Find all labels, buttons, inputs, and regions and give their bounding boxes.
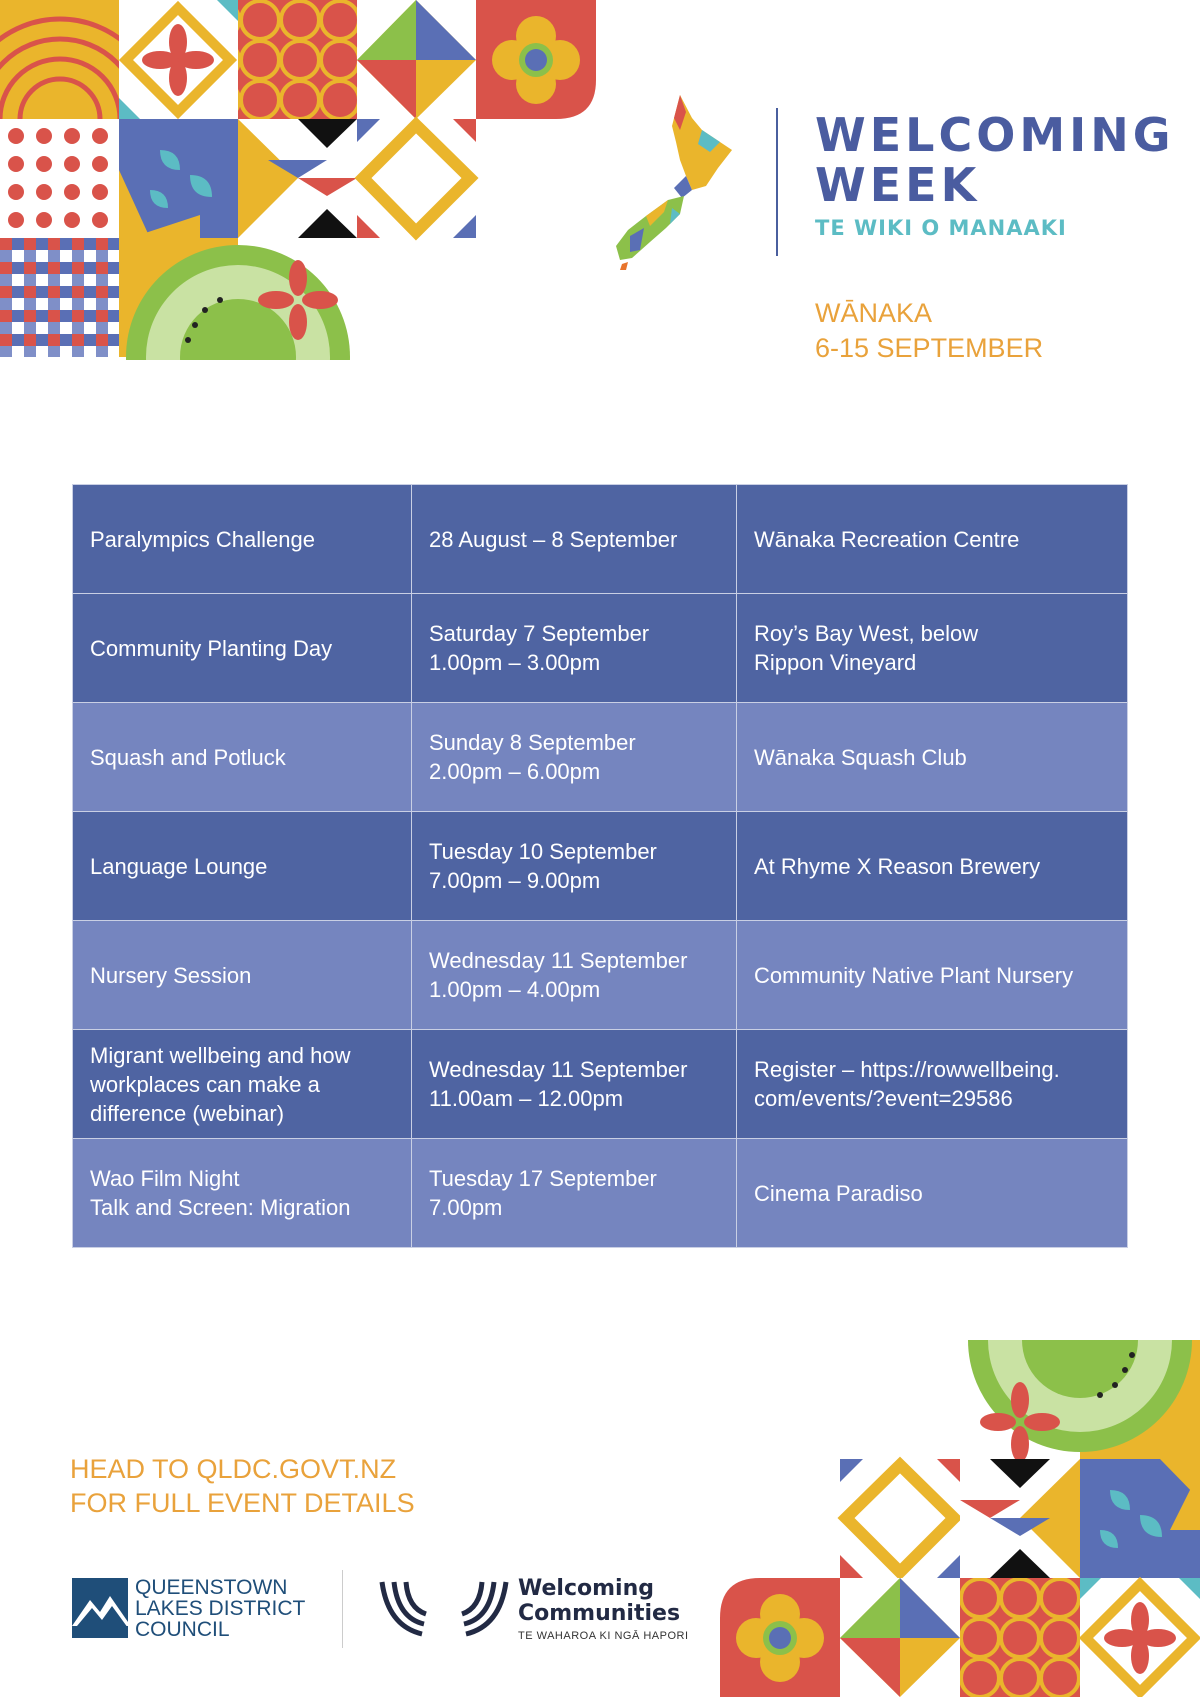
event-datetime-line: Tuesday 17 September <box>429 1166 657 1191</box>
event-venue-cell <box>737 921 1128 1030</box>
event-venue-cell <box>737 1139 1128 1248</box>
welcoming-communities-logo-text <box>518 1576 689 1642</box>
event-row <box>73 485 1128 594</box>
event-datetime-cell <box>412 594 737 703</box>
events-table <box>72 484 1128 1248</box>
footer-divider <box>342 1570 343 1648</box>
event-datetime-line: Saturday 7 September <box>429 621 650 646</box>
event-venue-line: Rippon Vineyard <box>754 650 917 675</box>
event-datetime-line: 1.00pm – 3.00pm <box>429 650 601 675</box>
event-venue-cell <box>737 485 1128 594</box>
event-venue-line: com/events/?event=29586 <box>754 1086 1013 1111</box>
event-datetime-cell <box>412 812 737 921</box>
event-datetime-cell <box>412 1139 737 1248</box>
event-row <box>73 1030 1128 1139</box>
qldc-line2: LAKES DISTRICT <box>135 1597 306 1620</box>
event-name-line: workplaces can make a <box>90 1071 320 1097</box>
event-row <box>73 594 1128 703</box>
event-name-line: Migrant wellbeing and how <box>90 1042 351 1068</box>
event-name-line: Talk and Screen: Migration <box>90 1195 351 1220</box>
event-row <box>73 921 1128 1030</box>
event-venue-cell <box>737 812 1128 921</box>
event-datetime-line: 1.00pm – 4.00pm <box>429 977 601 1002</box>
event-venue-line: Community Native Plant Nursery <box>754 962 1074 988</box>
event-name-cell <box>73 594 412 703</box>
cta-line1: HEAD TO QLDC.GOVT.NZ <box>70 1454 397 1484</box>
event-name-cell <box>73 921 412 1030</box>
event-venue-cell <box>737 594 1128 703</box>
welcoming-week-logo <box>815 110 1174 240</box>
event-datetime-cell <box>412 703 737 812</box>
event-venue-line: Wānaka Recreation Centre <box>754 526 1020 552</box>
qldc-line3: COUNCIL <box>135 1618 230 1641</box>
event-name-line: Community Planting Day <box>90 635 333 661</box>
logo-title-line1: WELCOMING <box>815 108 1175 162</box>
event-name-line: Nursery Session <box>90 962 252 988</box>
event-location: WĀNAKA <box>815 298 933 328</box>
wc-line2: Communities <box>518 1601 681 1626</box>
event-venue-line: Wānaka Squash Club <box>754 744 967 770</box>
event-datetime-cell <box>412 485 737 594</box>
event-name-cell <box>73 1139 412 1248</box>
qldc-line1: QUEENSTOWN <box>135 1576 288 1599</box>
event-datetime-line: 11.00am – 12.00pm <box>429 1086 624 1111</box>
qldc-mountain-logo-icon <box>72 1578 128 1638</box>
event-location-dates <box>815 296 1043 366</box>
event-datetime-line: Wednesday 11 September <box>429 948 688 973</box>
event-name-cell <box>73 812 412 921</box>
event-datetime-line: Wednesday 11 September <box>429 1057 688 1082</box>
event-name-line: Paralympics Challenge <box>90 526 315 552</box>
footer-pattern-graphic <box>720 1340 1200 1697</box>
event-datetime-cell <box>412 921 737 1030</box>
event-venue-line: Cinema Paradiso <box>754 1180 923 1206</box>
event-name-cell <box>73 1030 412 1139</box>
header-pattern-graphic <box>0 0 600 360</box>
event-datetime-line: 28 August – 8 September <box>429 526 678 552</box>
event-name-cell <box>73 703 412 812</box>
event-name-cell <box>73 485 412 594</box>
event-venue-line: Roy’s Bay West, below <box>754 621 979 646</box>
event-name-line: Wao Film Night <box>90 1166 240 1191</box>
event-venue-line: Register – https://rowwellbeing. <box>754 1057 1060 1082</box>
logo-title-line2: WEEK <box>815 158 981 212</box>
event-datetime-line: Tuesday 10 September <box>429 839 657 864</box>
logo-tagline: TE WIKI O MANAAKI <box>815 216 1067 240</box>
event-venue-line: At Rhyme X Reason Brewery <box>754 853 1041 879</box>
welcoming-communities-mark-icon <box>378 1578 510 1640</box>
cta-text <box>70 1452 415 1520</box>
event-row <box>73 703 1128 812</box>
event-datetime-line: 7.00pm – 9.00pm <box>429 868 601 893</box>
qldc-logo-text <box>135 1577 305 1640</box>
event-row <box>73 1139 1128 1248</box>
event-name-line: Squash and Potluck <box>90 744 286 770</box>
event-name-line: Language Lounge <box>90 853 268 879</box>
wc-line1: Welcoming <box>518 1576 654 1601</box>
header-divider <box>776 108 778 256</box>
event-venue-cell <box>737 703 1128 812</box>
event-venue-cell <box>737 1030 1128 1139</box>
event-datetime-line: Sunday 8 September <box>429 730 636 755</box>
event-datetime-line: 2.00pm – 6.00pm <box>429 759 601 784</box>
wc-line3: TE WAHAROA KI NGĀ HAPORI <box>518 1630 689 1642</box>
event-name-line: difference (webinar) <box>90 1100 285 1126</box>
event-datetime-cell <box>412 1030 737 1139</box>
new-zealand-map-icon <box>610 90 750 275</box>
cta-line2: FOR FULL EVENT DETAILS <box>70 1488 415 1518</box>
event-row <box>73 812 1128 921</box>
event-datetime-line: 7.00pm <box>429 1195 503 1220</box>
event-dates: 6-15 SEPTEMBER <box>815 333 1044 363</box>
